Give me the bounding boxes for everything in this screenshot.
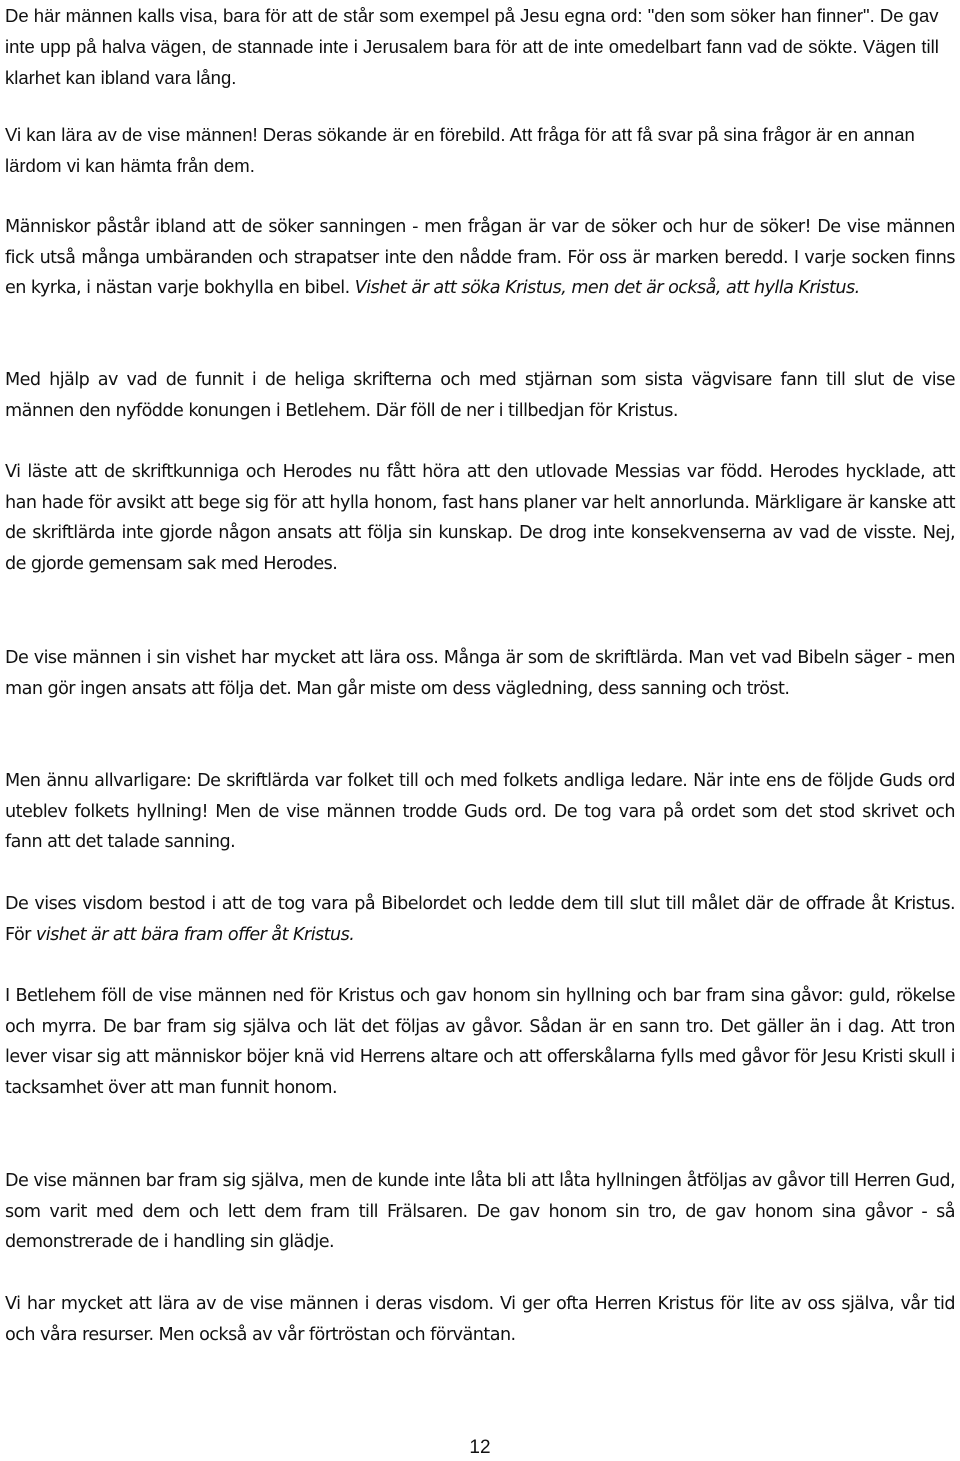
paragraph-3-emphasis: Vishet är att söka Kristus, men det är också, att hylla Kristus. (354, 278, 860, 299)
paragraph-1: De här männen kalls visa, bara för att de står som exempel på Jesu egna ord: "den som söker han finner". De gav inte upp på halva vägen, de stannade inte i Jerusalem bara för att de inte omedelbart fann vad de sökte. Vägen till klarhet kan ibland vara lång. (5, 5, 939, 88)
paragraph-6: De vise männen i sin vishet har mycket att lära oss. Många är som de skriftlärda. Man vet vad Bibeln säger - men man gör ingen ansats att följa det. Man går miste om dess vägledning, dess sanning och tröst. (5, 648, 955, 699)
page-number: 12 (469, 1437, 491, 1458)
paragraph-8: De vises visdom bestod i att de tog vara på Bibelordet och ledde dem till slut till målet där de offrade åt Kristus. För vishet är att bära fram offer åt Kristus. (5, 894, 955, 945)
paragraph-10: De vise männen bar fram sig själva, men de kunde inte låta bli att låta hyllningen åtföljas av gåvor till Herren Gud, som varit med dem och lett dem fram till Frälsaren. De gav honom sin tro, de gav honom sina gåvor - så demonstrerade de i handling sin glädje. (5, 1171, 955, 1253)
paragraph-3: Människor påstår ibland att de söker sanningen - men frågan är var de söker och hur de söker! De vise männen fick utså många umbäranden och strapatser inte den nådde fram. För oss är marken beredd. I varje socken finns en kyrka, i nästan varje bokhylla en bibel. Vishet är att söka Kristus, men det är också, att hylla Kristus. (5, 217, 955, 299)
paragraph-8-emphasis: vishet är att bära fram offer åt Kristus. (35, 924, 355, 945)
paragraph-9: I Betlehem föll de vise männen ned för Kristus och gav honom sin hyllning och bar fram sina gåvor: guld, rökelse och myrra. De bar fram sig själva och lät det följas av gåvor. Sådan är en sann tro. Det gäller än i dag. Att tron lever visar sig att människor böjer knä vid Herrens altare och att offerskålarna fylls med gåvor för Jesu Kristi skull i tacksamhet över att man funnit honom. (5, 986, 955, 1099)
paragraph-5: Vi läste att de skriftkunniga och Herodes nu fått höra att den utlovade Messias var född. Herodes hycklade, att han hade för avsikt att bege sig för att hylla honom, fast hans planer var helt annorlunda. Märkligare är kanske att de skriftlärda inte gjorde någon ansats att följa sin kunskap. De drog inte konsekvenserna av vad de visste. Nej, de gjorde gemensam sak med Herodes. (5, 462, 955, 575)
paragraph-2: Vi kan lära av de vise männen! Deras sökande är en förebild. Att fråga för att få svar på sina frågor är en annan lärdom vi kan hämta från dem. (5, 124, 915, 176)
paragraph-11: Vi har mycket att lära av de vise männen i deras visdom. Vi ger ofta Herren Kristus för lite av oss själva, vår tid och våra resurser. Men också av vår förtröstan och förväntan. (5, 1294, 955, 1345)
paragraph-4: Med hjälp av vad de funnit i de heliga skrifterna och med stjärnan som sista vägvisare fann till slut de vise männen den nyfödde konungen i Betlehem. Där föll de ner i tillbedjan för Kristus. (5, 370, 955, 421)
paragraph-7: Men ännu allvarligare: De skriftlärda var folket till och med folkets andliga ledare. När inte ens de följde Guds ord uteblev folkets hyllning! Men de vise männen trodde Guds ord. De tog vara på ordet som det stod skrivet och fann att det talade sanning. (5, 771, 955, 853)
